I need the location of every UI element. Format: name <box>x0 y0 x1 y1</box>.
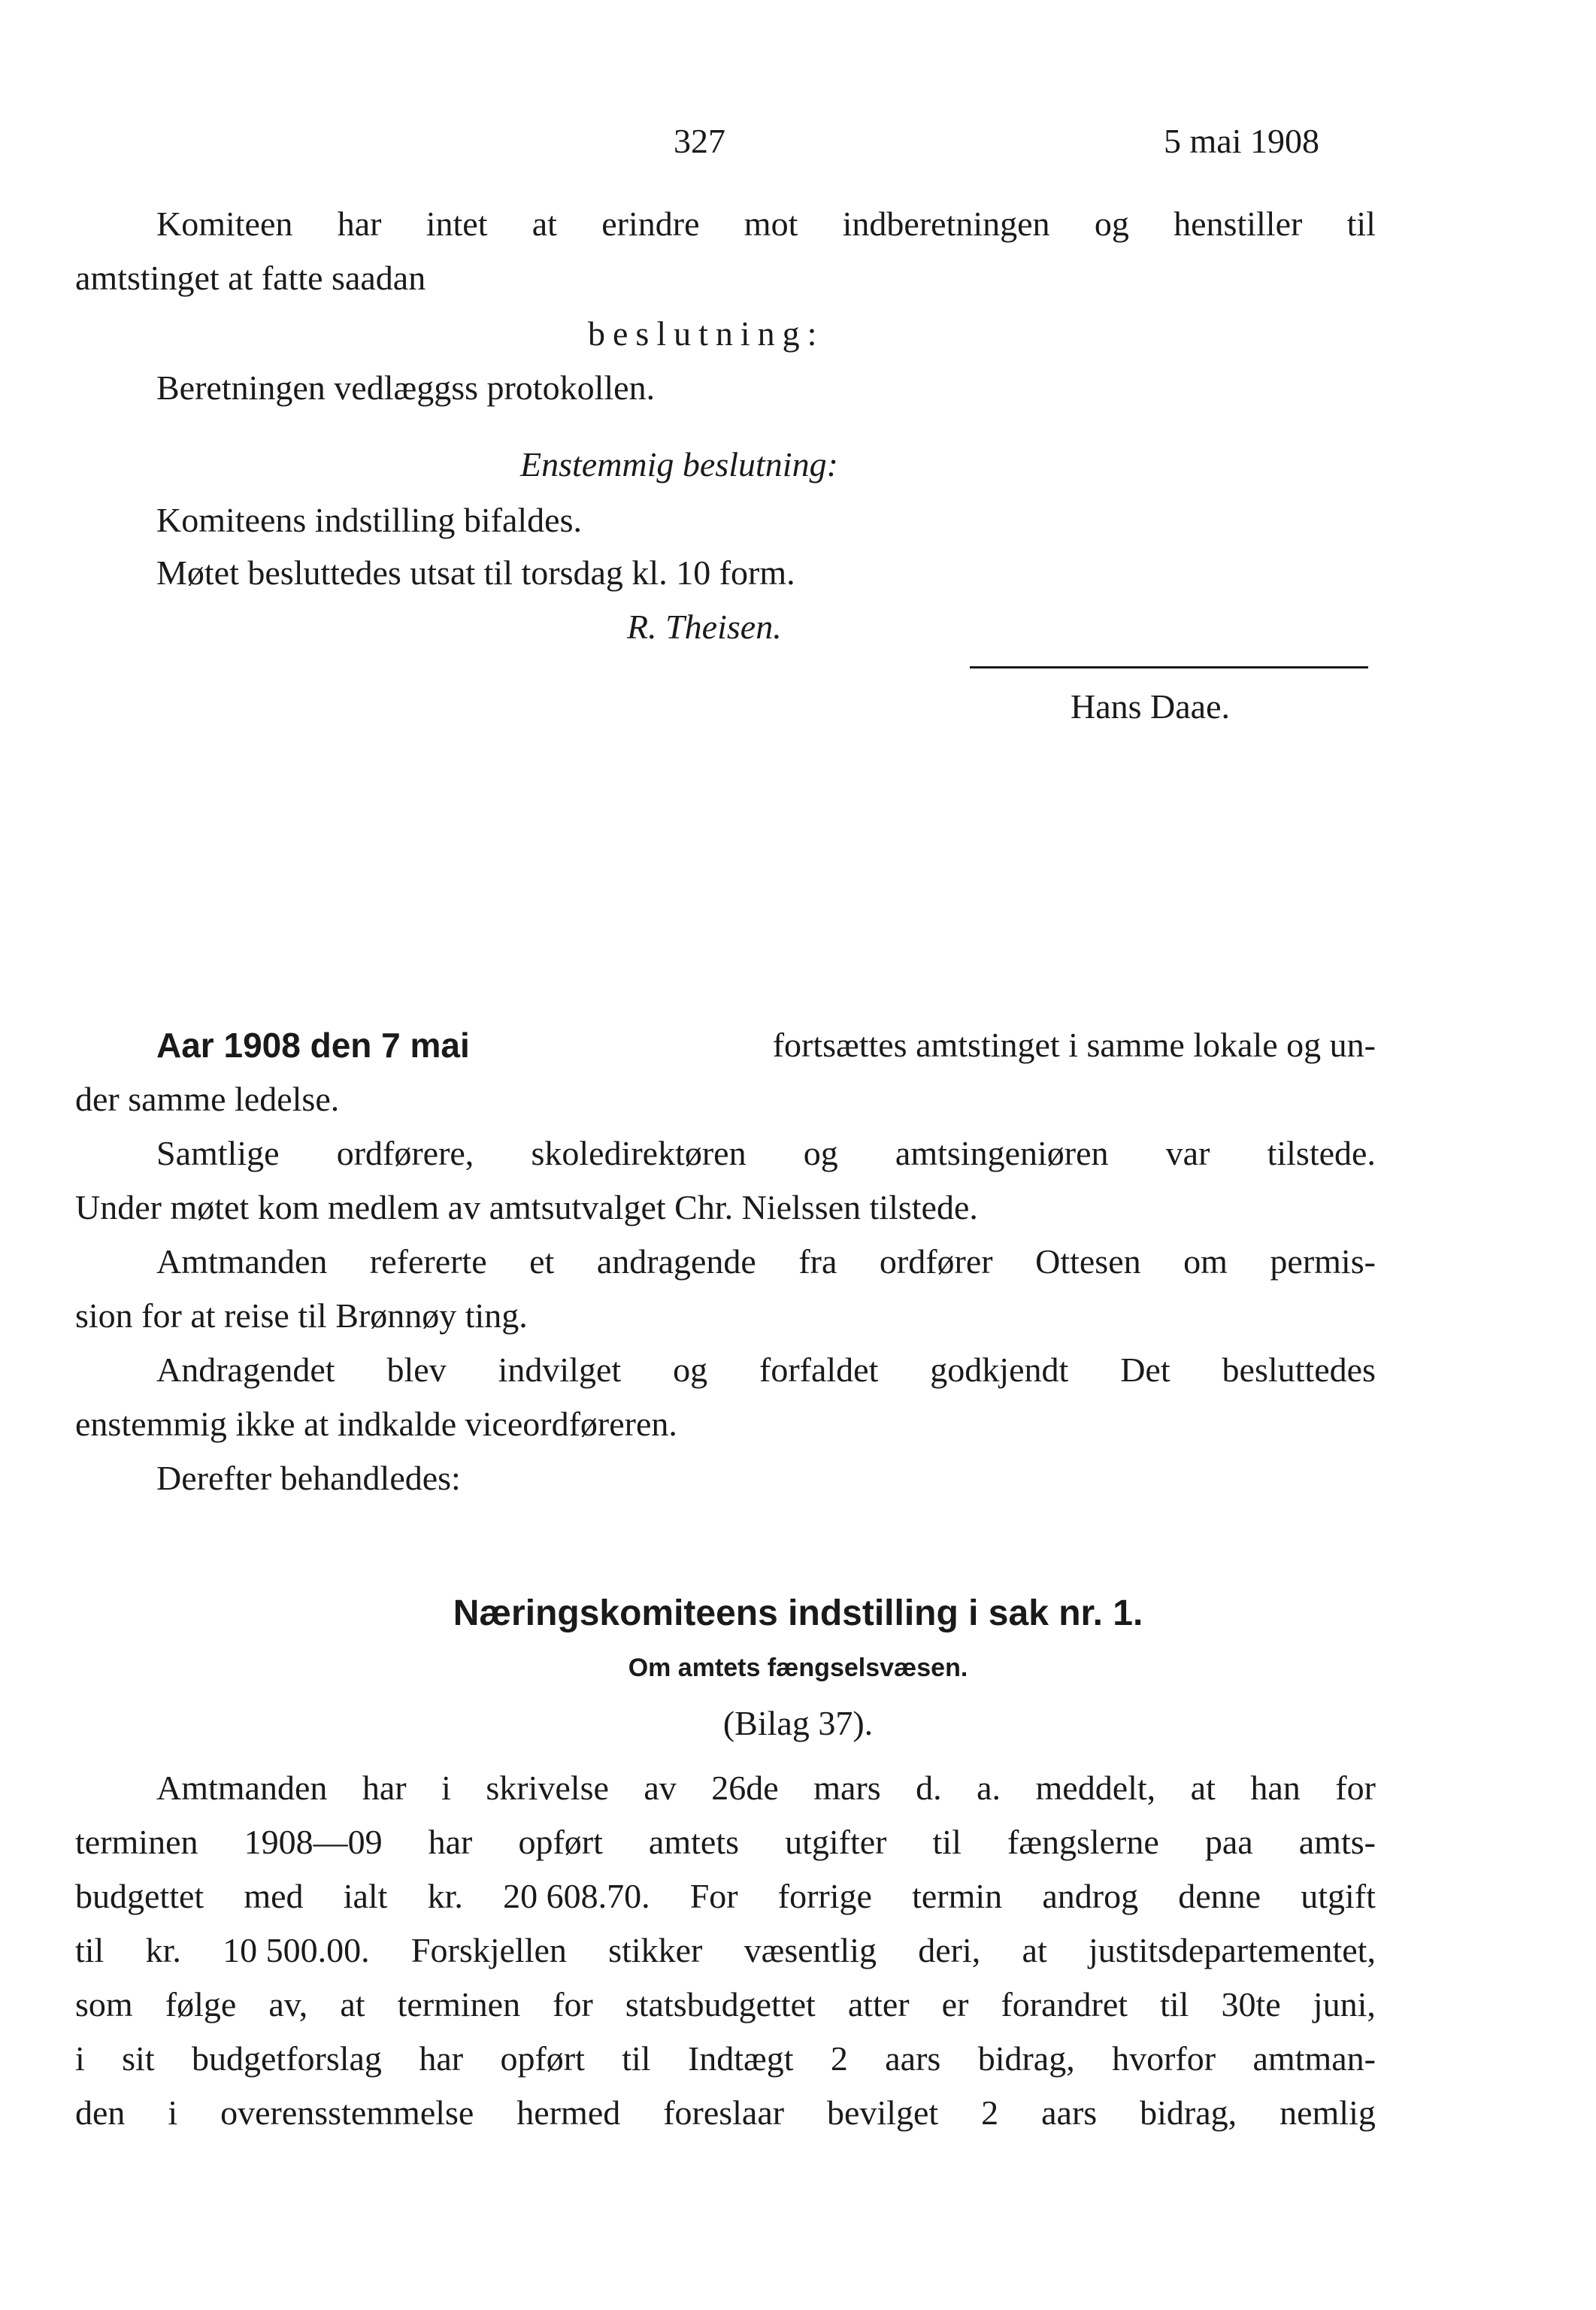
word: bidrag, <box>1140 2093 1237 2132</box>
signature: Hans Daae. <box>1071 687 1231 726</box>
word: ialt <box>343 1877 388 1915</box>
word: intet <box>425 205 488 243</box>
word: 30te <box>1221 1985 1281 2024</box>
word: overensstemmelse <box>220 2093 474 2132</box>
word: til <box>932 1823 962 1861</box>
word: til <box>622 2039 651 2078</box>
page-date: 5 mai 1908 <box>1164 122 1319 160</box>
word: fængslerne <box>1007 1823 1159 1861</box>
word: han <box>1250 1769 1301 1807</box>
word: for <box>1335 1769 1376 1807</box>
paragraph-line <box>156 1023 1376 1068</box>
word: Det <box>1120 1351 1171 1389</box>
word: av <box>644 1769 677 1807</box>
word: 26de <box>711 1769 779 1807</box>
word: at <box>1022 1931 1047 1969</box>
paragraph-line <box>75 1928 1376 1973</box>
word: stikker <box>608 1931 703 1969</box>
word: indvilget <box>498 1351 622 1389</box>
word: terminen <box>397 1985 521 2024</box>
word: at <box>531 205 557 243</box>
paragraph-line <box>156 202 1376 247</box>
word: henstiller <box>1174 205 1303 243</box>
word: til <box>75 1931 104 1969</box>
word: Ottesen <box>1035 1242 1141 1281</box>
paragraph-line <box>156 1239 1376 1284</box>
word: d. <box>916 1769 942 1807</box>
word: refererte <box>369 1242 487 1281</box>
unanimous-decision-heading: Enstemmig beslutning: <box>520 445 838 484</box>
paragraph-line: Møtet besluttedes utsat til torsdag kl. 10 form. <box>156 553 795 592</box>
word: Andragendet <box>156 1351 335 1389</box>
word: blev <box>386 1351 447 1389</box>
word: var <box>1165 1134 1210 1172</box>
word: skoledirektøren <box>531 1134 747 1172</box>
word: aars <box>885 2039 941 2078</box>
word: indberetningen <box>842 205 1050 243</box>
paragraph-line: Under møtet kom medlem av amtsutvalget Chr. Nielssen tilstede. <box>75 1188 978 1226</box>
word: Komiteen <box>156 205 293 243</box>
word: og <box>803 1134 838 1172</box>
word: 20 608.70. <box>503 1877 650 1915</box>
paragraph-line: Komiteens indstilling bifaldes. <box>156 501 582 539</box>
word: ordførere, <box>336 1134 474 1172</box>
word: termin <box>912 1877 1003 1915</box>
word: med <box>244 1877 304 1915</box>
word: tilstede. <box>1267 1134 1376 1172</box>
word: hermed <box>516 2093 621 2132</box>
word: i <box>75 2039 85 2078</box>
word: godkjendt <box>930 1351 1069 1389</box>
word: meddelt, <box>1035 1769 1156 1807</box>
word: amts- <box>1298 1823 1376 1861</box>
word: har <box>337 205 382 243</box>
word: til <box>1160 1985 1189 2024</box>
word: 1908—09 <box>244 1823 383 1861</box>
paragraph-line: Beretningen vedlæggss protokollen. <box>156 368 656 407</box>
word: den <box>75 2093 126 2132</box>
attachment-reference: (Bilag 37). <box>722 1704 874 1742</box>
word: for <box>553 1985 593 2024</box>
word: i <box>168 2093 178 2132</box>
paragraph-line <box>156 1348 1376 1393</box>
paragraph-line <box>75 1874 1376 1919</box>
word: mot <box>743 205 798 243</box>
word: og <box>1094 205 1129 243</box>
word: 2 <box>981 2093 999 2132</box>
word: forrige <box>777 1877 872 1915</box>
word: justitsdepartementet, <box>1089 1931 1376 1969</box>
word: deri, <box>918 1931 981 1969</box>
word: besluttedes <box>1222 1351 1376 1389</box>
word: Amtmanden <box>156 1242 328 1281</box>
word: og <box>673 1351 708 1389</box>
word: paa <box>1204 1823 1253 1861</box>
word: budgettet <box>75 1877 204 1915</box>
word: et <box>529 1242 555 1281</box>
word: andragende <box>596 1242 756 1281</box>
word: terminen <box>75 1823 198 1861</box>
word: som <box>75 1985 133 2024</box>
word: 10 500.00. <box>223 1931 370 1969</box>
word: sit <box>122 2039 155 2078</box>
word: forfaldet <box>759 1351 879 1389</box>
word: Amtmanden <box>156 1769 328 1807</box>
paragraph-line: der samme ledelse. <box>75 1080 340 1118</box>
word: ordfører <box>879 1242 993 1281</box>
word: permis- <box>1270 1242 1376 1281</box>
word: opført <box>500 2039 585 2078</box>
paragraph-line: Derefter behandledes: <box>156 1459 461 1497</box>
word: at <box>1190 1769 1216 1807</box>
word: opført <box>518 1823 603 1861</box>
section-title: Næringskomiteens indstilling i sak nr. 1. <box>453 1593 1143 1633</box>
meeting-date-lead: Aar 1908 den 7 mai <box>156 1026 470 1065</box>
word: til <box>1346 205 1376 243</box>
word: av, <box>268 1985 308 2024</box>
section-subtitle: Om amtets fængselsvæsen. <box>628 1654 968 1682</box>
word: har <box>428 1823 473 1861</box>
paragraph-line <box>75 1820 1376 1865</box>
paragraph-line: amtstinget at fatte saadan <box>75 259 426 297</box>
signature-rule <box>970 666 1368 668</box>
word: aars <box>1041 2093 1098 2132</box>
word: utgifter <box>785 1823 887 1861</box>
paragraph-line <box>75 1982 1376 2027</box>
word: 2 <box>830 2039 848 2078</box>
page-number: 327 <box>674 122 725 160</box>
word: kr. <box>145 1931 181 1969</box>
word: om <box>1183 1242 1228 1281</box>
word: hvorfor <box>1112 2039 1216 2078</box>
word: atter <box>847 1985 910 2024</box>
signature: R. Theisen. <box>627 608 782 646</box>
word: bidrag, <box>977 2039 1075 2078</box>
word: fra <box>798 1242 837 1281</box>
word: denne <box>1178 1877 1261 1915</box>
paragraph-text: fortsættes amtstinget i samme lokale og un- <box>772 1026 1376 1064</box>
paragraph-line <box>156 1766 1376 1811</box>
word: nemlig <box>1280 2093 1376 2132</box>
paragraph-line: sion for at reise til Brønnøy ting. <box>75 1296 528 1335</box>
word: i <box>441 1769 451 1807</box>
word: skrivelse <box>486 1769 609 1807</box>
decision-heading: beslutning: <box>588 314 825 353</box>
word: a. <box>977 1769 1001 1807</box>
word: at <box>340 1985 365 2024</box>
word: bevilget <box>827 2093 939 2132</box>
word: er <box>941 1985 969 2024</box>
paragraph-line <box>75 2036 1376 2081</box>
word: utgift <box>1301 1877 1376 1915</box>
paragraph-line: enstemmig ikke at indkalde viceordføreren. <box>75 1405 677 1443</box>
word: budgetforslag <box>192 2039 382 2078</box>
word: kr. <box>427 1877 463 1915</box>
word: amtman- <box>1252 2039 1376 2078</box>
word: har <box>419 2039 464 2078</box>
word: forandret <box>1001 1985 1128 2024</box>
word: mars <box>813 1769 881 1807</box>
paragraph-line <box>156 1131 1376 1176</box>
word: statsbudgettet <box>625 1985 816 2024</box>
word: Indtægt <box>687 2039 794 2078</box>
word: foreslaar <box>663 2093 785 2132</box>
word: amtsingeniøren <box>895 1134 1109 1172</box>
word: væsentlig <box>743 1931 877 1969</box>
word: har <box>362 1769 407 1807</box>
word: For <box>689 1877 738 1915</box>
word: Samtlige <box>156 1134 280 1172</box>
word: juni, <box>1313 1985 1376 2024</box>
word: Forskjellen <box>410 1931 567 1969</box>
word: androg <box>1042 1877 1139 1915</box>
paragraph-line <box>75 2090 1376 2136</box>
word: amtets <box>648 1823 739 1861</box>
word: følge <box>165 1985 237 2024</box>
word: erindre <box>601 205 700 243</box>
